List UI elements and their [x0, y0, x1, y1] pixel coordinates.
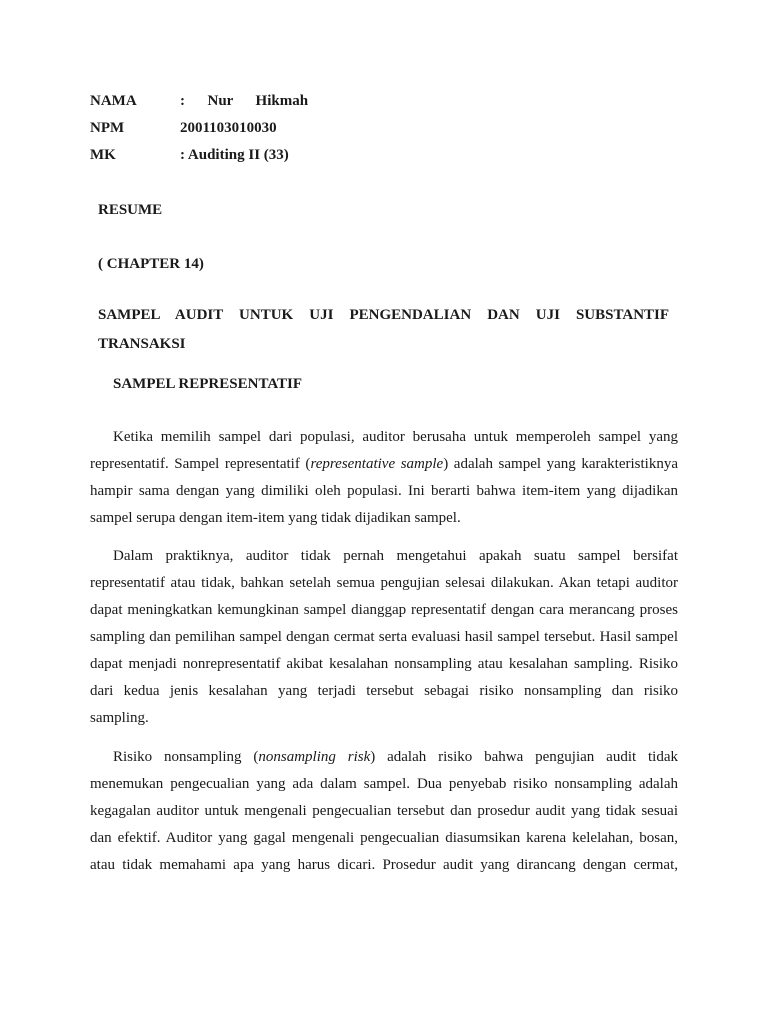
mk-row [90, 144, 308, 171]
section-heading: SAMPEL REPRESENTATIF [113, 376, 303, 392]
identity-block [90, 90, 308, 171]
chapter-heading: ( CHAPTER 14) [98, 256, 204, 272]
mk-label: MK [90, 147, 116, 163]
paragraph-line: atau tidak memahami apa yang harus dicari. Prosedur audit yang dirancang dengan cermat, [90, 857, 678, 873]
paragraph-line: menemukan pengecualian yang ada dalam sampel. Dua penyebab risiko nonsampling adalah [90, 776, 678, 792]
paragraph-line [90, 744, 678, 771]
paragraph-1 [90, 424, 678, 532]
nama-row [90, 90, 308, 117]
paragraph-line: Ketika memilih sampel dari populasi, auditor berusaha untuk memperoleh sampel yang [113, 429, 678, 445]
text-run: ) adalah risiko bahwa pengujian audit tidak [370, 749, 678, 765]
npm-value: 2001103010030 [180, 120, 277, 136]
paragraph-line: dari kedua jenis kesalahan yang terjadi tersebut sebagai risiko nonsampling dan risiko [90, 683, 678, 699]
title-word: SAMPEL [98, 307, 160, 323]
paragraph-line: sampel serupa dengan item-item yang tidak dijadikan sampel. [90, 510, 461, 526]
paragraph-line: dapat menjadi nonrepresentatif akibat kesalahan nonsampling atau kesalahan sampling. Risiko [90, 656, 678, 672]
title-word: DAN [487, 307, 520, 323]
title-word: SUBSTANTIF [575, 307, 670, 323]
title-word: PENGENDALIAN [349, 307, 472, 323]
title-word: UNTUK [239, 307, 294, 323]
resume-heading: RESUME [98, 202, 163, 218]
paragraph-line: hampir sama dengan yang dimiliki oleh populasi. Ini berarti bahwa item-item yang dijadikan [90, 483, 678, 499]
text-run: Risiko nonsampling ( [113, 749, 259, 765]
nama-value: : Nur Hikmah [180, 93, 309, 109]
nama-label: NAMA [90, 93, 137, 109]
paragraph-line: sampling. [90, 710, 149, 726]
paragraph-line [90, 451, 678, 478]
paragraph-line: Dalam praktiknya, auditor tidak pernah mengetahui apakah suatu sampel bersifat [113, 548, 678, 564]
text-run: representatif. Sampel representatif ( [90, 456, 311, 472]
paragraph-line: dan efektif. Auditor yang gagal mengenali pengecualian diasumsikan karena kelelahan, bosan, [90, 830, 678, 846]
paragraph-3 [90, 744, 678, 879]
title-word: UJI [309, 307, 334, 323]
npm-row [90, 117, 308, 144]
title-word: UJI [535, 307, 560, 323]
paragraph-line: dapat meningkatkan kemungkinan sampel dianggap representatif dengan cara merancang proses [90, 602, 678, 618]
paragraph-line: kegagalan auditor untuk mengenali pengecualian tersebut dan prosedur audit yang tidak sesuai [90, 803, 678, 819]
title-word: AUDIT [174, 307, 223, 323]
italic-term: nonsampling risk [258, 749, 371, 765]
italic-term: representative sample [310, 456, 444, 472]
title-line-2: TRANSAKSI [98, 336, 186, 352]
paragraph-line: representatif atau tidak, bahkan setelah semua pengujian selesai dilakukan. Akan tetapi auditor [90, 575, 678, 591]
npm-label: NPM [90, 120, 125, 136]
mk-value: : Auditing II (33) [180, 147, 289, 163]
title-line-1 [98, 307, 669, 324]
paragraph-line: sampling dan pemilihan sampel dengan cermat serta evaluasi hasil sampel tersebut. Hasil sampel [90, 629, 678, 645]
text-run: ) adalah sampel yang karakteristiknya [443, 456, 678, 472]
paragraph-2 [90, 543, 678, 732]
